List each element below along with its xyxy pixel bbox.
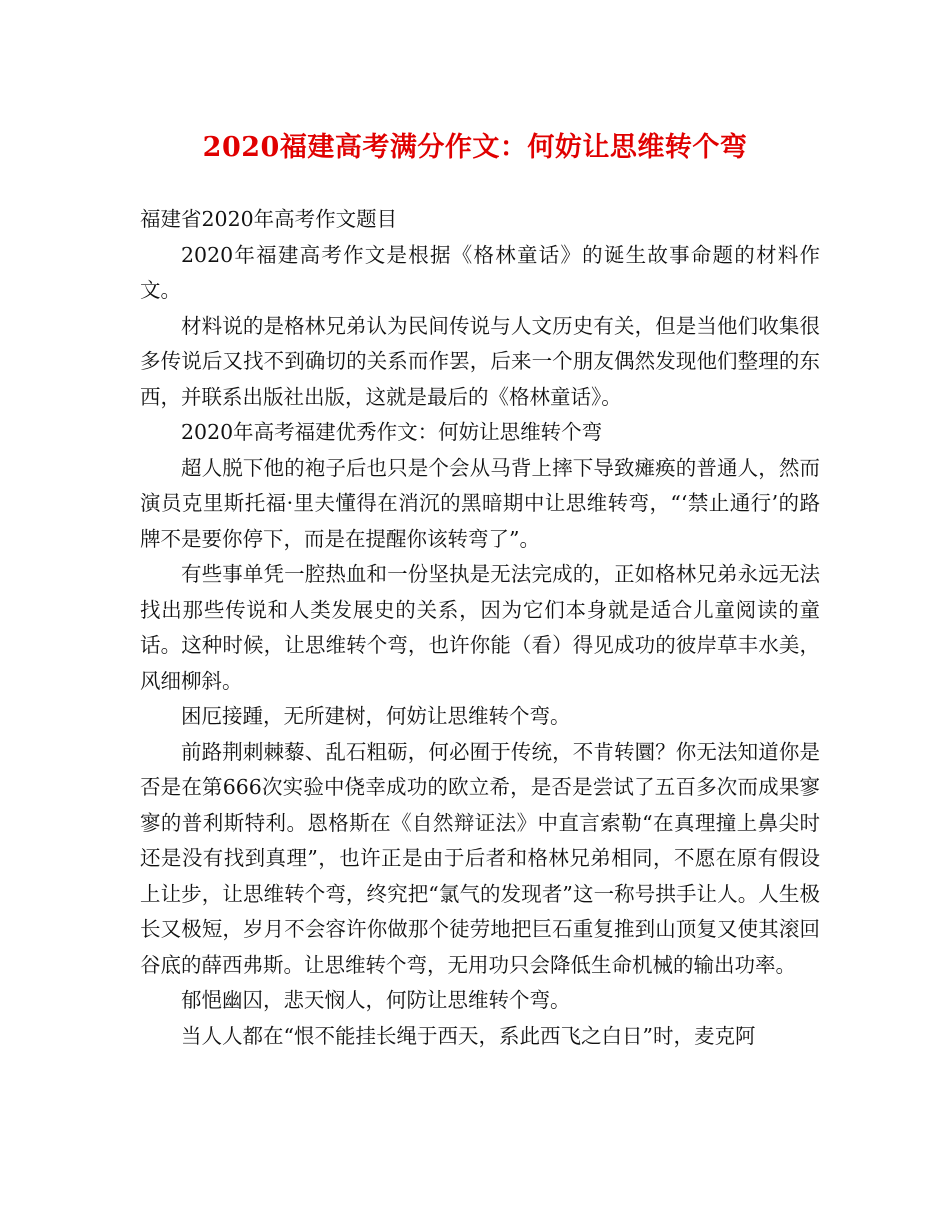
- paragraph: 前路荆刺棘藜、乱石粗砺，何必囿于传统，不肯转圜？你无法知道你是否是在第666次实验中侥幸成功的欧立希，是否是尝试了五百多次而成果寥寥的普利斯特利。恩格斯在《自然辩证法》中直言索勒“在真理撞上鼻尖时还是没有找到真理”，也许正是由于后者和格林兄弟相同，不愿在原有假设上让步，让思维转个弯，终究把“氯气的发现者”这一称号拱手让人。人生极长又极短，岁月不会容许你做那个徒劳地把巨石重复推到山顶复又使其滚回谷底的薛西弗斯。让思维转个弯，无用功只会降低生命机械的输出功率。: [140, 739, 820, 977]
- paragraph: 超人脱下他的袍子后也只是个会从马背上摔下导致瘫痪的普通人，然而演员克里斯托福·里夫懂得在消沉的黑暗期中让思维转弯，“‘禁止通行’的路牌不是要你停下，而是在提醒你该转弯了”。: [140, 455, 820, 551]
- paragraph-subheading: 福建省2020年高考作文题目: [140, 207, 398, 231]
- document-title: 2020福建高考满分作文：何妨让思维转个弯: [202, 132, 748, 163]
- document-body: [140, 202, 820, 1054]
- paragraph: 材料说的是格林兄弟认为民间传说与人文历史有关，但是当他们收集很多传说后又找不到确切的关系而作罢，后来一个朋友偶然发现他们整理的东西，并联系出版社出版，这就是最后的《格林童话》。: [140, 313, 820, 409]
- paragraph: 郁悒幽囚，悲天悯人，何防让思维转个弯。: [181, 988, 571, 1012]
- paragraph: 当人人都在“恨不能挂长绳于西天，系此西飞之白日”时，麦克阿: [181, 1023, 756, 1048]
- paragraph: 2020年福建高考作文是根据《格林童话》的诞生故事命题的材料作文。: [140, 242, 820, 302]
- paragraph: 有些事单凭一腔热血和一份坚执是无法完成的，正如格林兄弟永远无法找出那些传说和人类发展史的关系，因为它们本身就是适合儿童阅读的童话。这种时候，让思维转个弯，也许你能（看）得见成功的彼岸草丰水美，风细柳斜。: [140, 562, 820, 693]
- paragraph: 2020年高考福建优秀作文：何妨让思维转个弯: [181, 420, 603, 444]
- paragraph: 困厄接踵，无所建树，何妨让思维转个弯。: [181, 704, 571, 728]
